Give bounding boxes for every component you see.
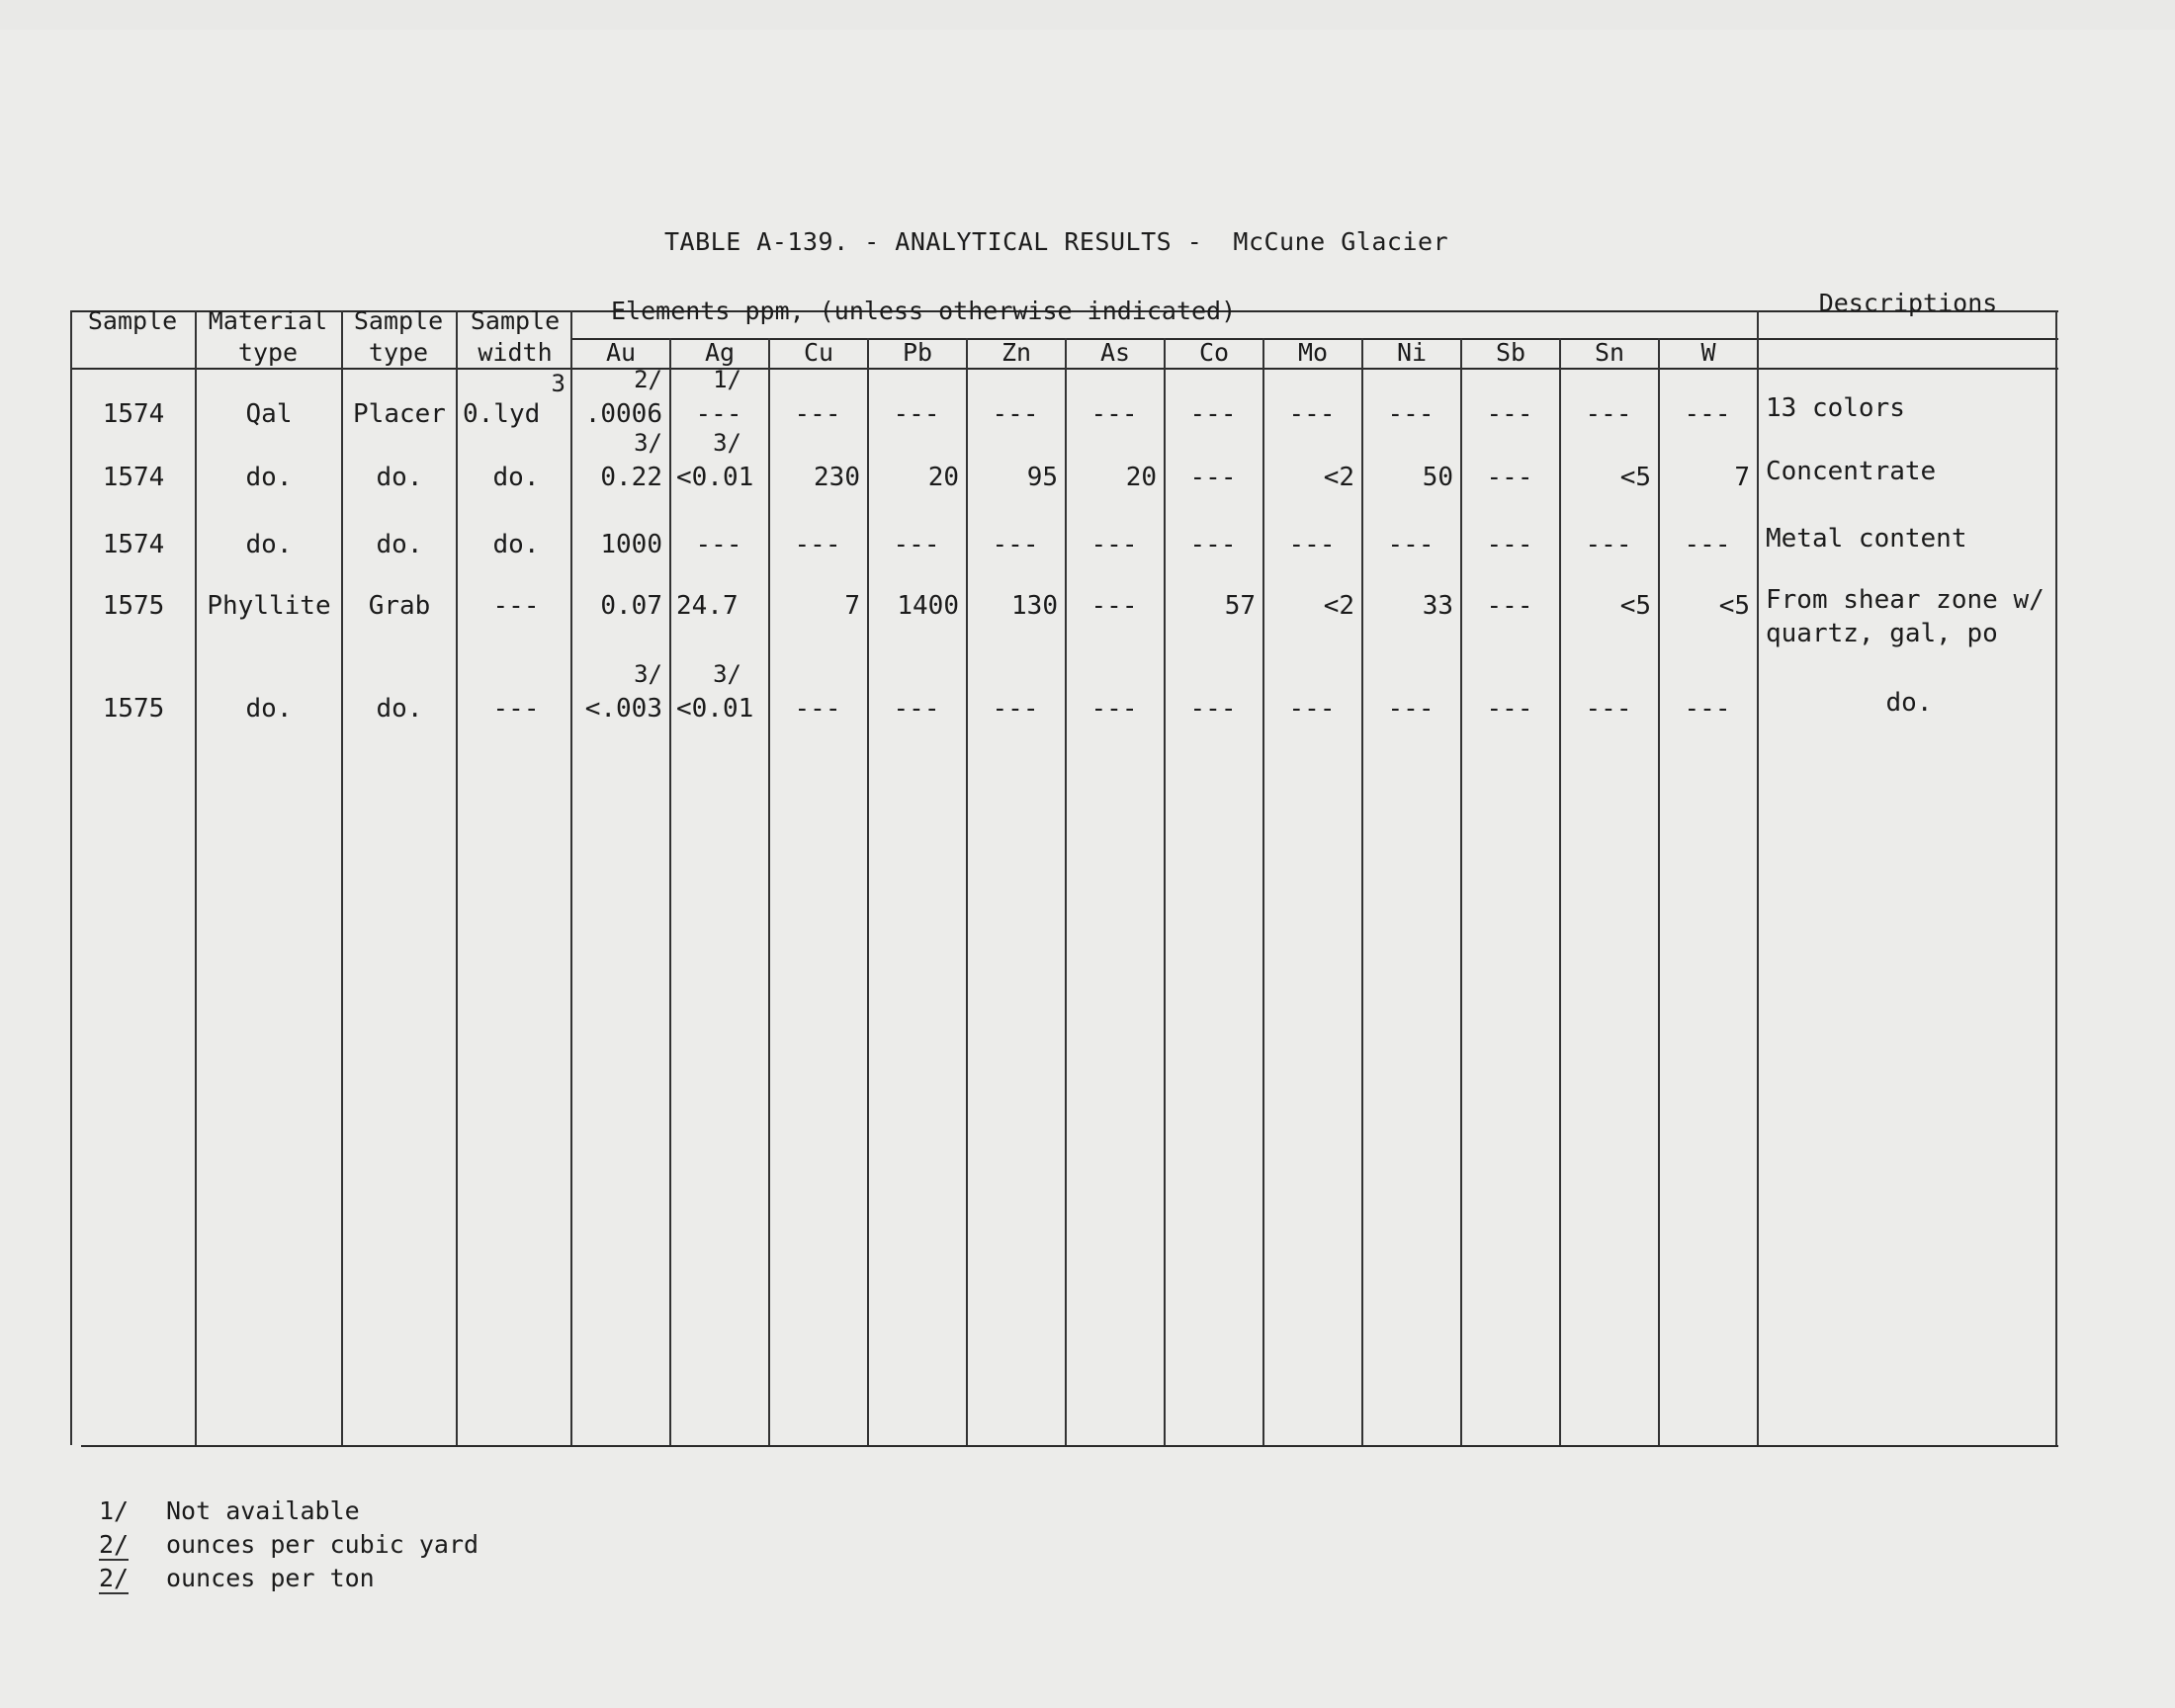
footnote-mark: 2/ <box>99 1530 130 1559</box>
column-rule <box>1361 338 1363 1445</box>
cell-cu: --- <box>794 694 841 724</box>
cell-ni: --- <box>1387 694 1435 724</box>
cell-description: From shear zone w/ <box>1766 585 2044 615</box>
header-element-ni: Ni <box>1396 338 1428 367</box>
header-element-co: Co <box>1198 338 1230 367</box>
cell-mo: --- <box>1288 399 1336 429</box>
cell-description-cont: quartz, gal, po <box>1766 619 1998 648</box>
column-rule <box>669 338 671 1445</box>
cell-sb: --- <box>1486 463 1533 492</box>
cell-w: <5 <box>1718 591 1750 621</box>
cell-zn: --- <box>992 399 1039 429</box>
cell-sb: --- <box>1486 530 1533 559</box>
header-material-type: type <box>237 338 299 367</box>
cell-zn: 95 <box>1026 463 1058 492</box>
cell-pb: 1400 <box>897 591 959 621</box>
header-element-mo: Mo <box>1297 338 1329 367</box>
footnote-2 <box>99 1530 478 1564</box>
header-element-cu: Cu <box>803 338 834 367</box>
cell-sample-width: --- <box>492 591 540 621</box>
column-rule <box>1065 338 1067 1445</box>
cell-co: --- <box>1189 530 1237 559</box>
cell-ni: 33 <box>1422 591 1453 621</box>
column-rule <box>1658 338 1660 1445</box>
cell-au: 0.22 <box>600 463 662 492</box>
cell-sample: 1574 <box>102 530 165 559</box>
cell-material-type: Phyllite <box>207 591 331 621</box>
column-rule <box>1262 338 1264 1445</box>
cell-sample-type: do. <box>376 694 423 724</box>
cell-description: 13 colors <box>1766 393 1905 423</box>
cell-pb: --- <box>893 530 940 559</box>
cell-sb: --- <box>1486 591 1533 621</box>
ag-footnote-mark: 3/ <box>713 660 741 688</box>
cell-description: Concentrate <box>1766 457 1937 486</box>
cell-cu: --- <box>794 399 841 429</box>
cell-material-type: Qal <box>245 399 293 429</box>
column-rule <box>867 338 869 1445</box>
header-element-zn: Zn <box>1000 338 1032 367</box>
cell-as: --- <box>1090 530 1138 559</box>
cell-zn: --- <box>992 694 1039 724</box>
cell-sample-width: 0.lyd <box>463 399 541 429</box>
cell-material-type: do. <box>245 530 293 559</box>
header-element-sn: Sn <box>1594 338 1625 367</box>
cell-mo: --- <box>1288 530 1336 559</box>
cell-ni: --- <box>1387 399 1435 429</box>
cell-sb: --- <box>1486 694 1533 724</box>
cell-ni: 50 <box>1422 463 1453 492</box>
header-element-pb: Pb <box>902 338 933 367</box>
column-rule <box>1757 310 1759 1445</box>
cell-cu: --- <box>794 530 841 559</box>
column-rule <box>768 338 770 1445</box>
footnotes <box>99 1496 478 1597</box>
header-elements-group: Elements ppm, (unless otherwise indicated) <box>611 297 1237 325</box>
cell-sn: <5 <box>1619 591 1651 621</box>
column-rule <box>966 338 968 1445</box>
column-rule <box>1460 338 1462 1445</box>
column-rule <box>570 310 572 1445</box>
cell-w: --- <box>1684 694 1731 724</box>
cell-sb: --- <box>1486 399 1533 429</box>
cell-sn: <5 <box>1619 463 1651 492</box>
cell-mo: --- <box>1288 694 1336 724</box>
cell-au: <.003 <box>584 694 662 724</box>
cell-sample-width: do. <box>492 463 540 492</box>
cell-material-type: do. <box>245 463 293 492</box>
cell-sn: --- <box>1585 530 1632 559</box>
cell-pb: --- <box>893 694 940 724</box>
cell-cu: 230 <box>814 463 860 492</box>
cell-as: --- <box>1090 591 1138 621</box>
cell-sample-width: do. <box>492 530 540 559</box>
cell-sample-type: do. <box>376 463 423 492</box>
column-rule <box>2055 310 2057 1445</box>
footnote-mark: 2/ <box>99 1564 130 1592</box>
cell-mo: <2 <box>1323 591 1354 621</box>
ag-footnote-mark: 3/ <box>713 429 741 457</box>
footnote-1 <box>99 1496 478 1530</box>
cell-zn: --- <box>992 530 1039 559</box>
cell-sn: --- <box>1585 399 1632 429</box>
ag-footnote-mark: 1/ <box>713 366 741 393</box>
header-element-w: W <box>1700 338 1716 367</box>
cell-sample: 1575 <box>102 694 165 724</box>
cell-zn: 130 <box>1011 591 1058 621</box>
cell-mo: <2 <box>1323 463 1354 492</box>
cell-sample: 1575 <box>102 591 165 621</box>
cell-co: --- <box>1189 463 1237 492</box>
header-sample-type-2: type <box>368 338 429 367</box>
table-bottom-rule <box>81 1445 2058 1447</box>
footnote-text: Not available <box>166 1496 360 1525</box>
header-sample-type: Sample <box>353 306 444 335</box>
footnote-mark: 1/ <box>99 1496 130 1525</box>
cell-co: --- <box>1189 399 1237 429</box>
cell-ag: <0.01 <box>676 694 754 724</box>
footnote-3 <box>99 1564 478 1597</box>
scanned-page <box>0 30 2175 1708</box>
analytical-results-table <box>71 289 2058 1455</box>
cell-material-type: do. <box>245 694 293 724</box>
column-rule <box>1164 338 1166 1445</box>
cell-as: --- <box>1090 399 1138 429</box>
table-title: TABLE A-139. - ANALYTICAL RESULTS - McCune Glacier <box>664 227 1449 256</box>
cell-ag: <0.01 <box>676 463 754 492</box>
header-element-au: Au <box>605 338 637 367</box>
cell-w: --- <box>1684 530 1731 559</box>
au-footnote-mark: 2/ <box>634 366 662 393</box>
cell-w: 7 <box>1734 463 1750 492</box>
cell-description: do. <box>1885 688 1933 718</box>
header-element-sb: Sb <box>1495 338 1526 367</box>
au-footnote-mark: 3/ <box>634 660 662 688</box>
cell-as: --- <box>1090 694 1138 724</box>
cell-sample: 1574 <box>102 399 165 429</box>
cell-co: --- <box>1189 694 1237 724</box>
cell-co: 57 <box>1224 591 1256 621</box>
header-element-ag: Ag <box>704 338 736 367</box>
header-element-as: As <box>1099 338 1131 367</box>
cell-sample-type: do. <box>376 530 423 559</box>
cell-cu: 7 <box>844 591 860 621</box>
column-rule <box>1559 338 1561 1445</box>
cell-sample-width: --- <box>492 694 540 724</box>
cell-w: --- <box>1684 399 1731 429</box>
cell-description: Metal content <box>1766 524 1967 554</box>
cell-sn: --- <box>1585 694 1632 724</box>
cell-au: 0.07 <box>600 591 662 621</box>
cell-ag: 24.7 <box>676 591 739 621</box>
cell-pb: --- <box>893 399 940 429</box>
width-footnote-mark: 3 <box>551 370 566 397</box>
cell-sample-type: Grab <box>368 591 431 621</box>
cell-as: 20 <box>1125 463 1157 492</box>
cell-au: 1000 <box>600 530 662 559</box>
cell-sample-type: Placer <box>353 399 446 429</box>
header-sample-width: Sample <box>470 306 561 335</box>
cell-au: .0006 <box>584 399 662 429</box>
footnote-text: ounces per ton <box>166 1564 375 1592</box>
au-footnote-mark: 3/ <box>634 429 662 457</box>
cell-ag: --- <box>695 399 742 429</box>
header-sample-width-2: width <box>478 338 553 367</box>
cell-ni: --- <box>1387 530 1435 559</box>
cell-pb: 20 <box>927 463 959 492</box>
footnote-text: ounces per cubic yard <box>166 1530 479 1559</box>
cell-sample: 1574 <box>102 463 165 492</box>
header-material: Material <box>208 306 328 335</box>
header-sample: Sample <box>87 306 178 335</box>
header-descriptions: Descriptions <box>1818 289 1998 317</box>
cell-ag: --- <box>695 530 742 559</box>
